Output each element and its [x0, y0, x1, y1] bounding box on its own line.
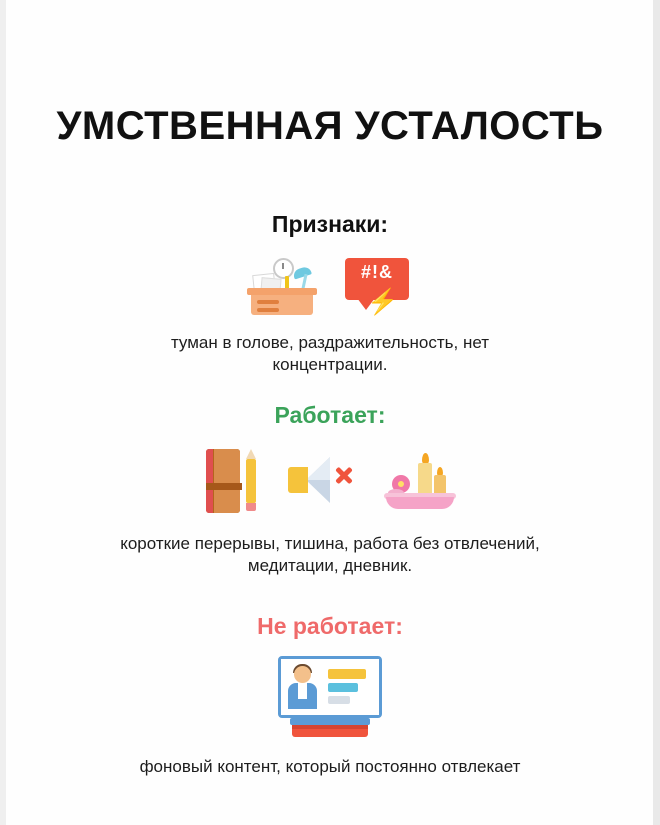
tv-base-bar-shape — [290, 718, 370, 725]
page-right-edge — [653, 0, 660, 825]
desk-top-shape — [247, 288, 317, 295]
page-left-edge — [0, 0, 6, 825]
speech-bubble-text: #!& — [360, 261, 393, 282]
section-not-works-caption: фоновый контент, который постоянно отвлекает — [139, 757, 521, 777]
section-not-works-icons — [276, 656, 384, 740]
section-signs-icons — [245, 254, 415, 316]
section-works — [0, 376, 660, 577]
muted-speaker-icon — [284, 451, 358, 511]
screen-bar-shape-1 — [328, 669, 366, 679]
section-works-heading: Работает: — [274, 401, 386, 428]
notebook-and-pencil-icon — [200, 445, 262, 517]
desk-body-shape — [251, 295, 313, 315]
angry-speech-bubble-icon — [341, 254, 415, 316]
section-not-works — [0, 577, 660, 778]
lightning-bolt-icon: ⚡ — [367, 287, 399, 316]
section-works-icons — [200, 445, 460, 517]
pencil-eraser-shape — [246, 503, 256, 511]
desk-drawer-shape — [257, 300, 279, 304]
tv-stand-line-shape — [292, 725, 368, 729]
tray-body-shape — [386, 497, 454, 509]
clock-icon — [273, 258, 294, 279]
section-signs-heading: Признаки: — [271, 210, 389, 237]
presenter-shirt-shape — [298, 683, 307, 699]
section-signs — [0, 175, 660, 376]
speaker-cone-highlight-shape — [306, 457, 330, 480]
speaker-box-shape — [288, 467, 308, 493]
page-title: УМСТВЕННАЯ УСТАЛОСТЬ — [56, 104, 604, 148]
notebook-spine-shape — [206, 449, 213, 513]
pencil-body-shape — [246, 459, 256, 503]
notebook-page-shape — [214, 449, 240, 513]
candle-small-shape — [434, 475, 446, 495]
desk-drawer-shape-2 — [257, 308, 279, 312]
screen-bar-shape-3 — [328, 696, 350, 704]
screen-bar-shape-2 — [328, 683, 358, 692]
lamp-head-shape — [292, 265, 312, 279]
desk-with-clock-and-lamp-icon — [245, 254, 319, 316]
aroma-candles-icon — [380, 445, 460, 517]
candle-large-shape — [418, 463, 432, 495]
section-not-works-heading: Не работает: — [257, 613, 403, 640]
section-works-caption: короткие перерывы, тишина, работа без отвлечений, медитации, дневник. — [120, 533, 540, 576]
notebook-band-shape — [206, 483, 242, 490]
tv-presenter-icon — [276, 656, 384, 740]
section-signs-caption: туман в голове, раздражительность, нет концентрации. — [170, 332, 490, 374]
pencil-tip-shape — [246, 449, 256, 459]
